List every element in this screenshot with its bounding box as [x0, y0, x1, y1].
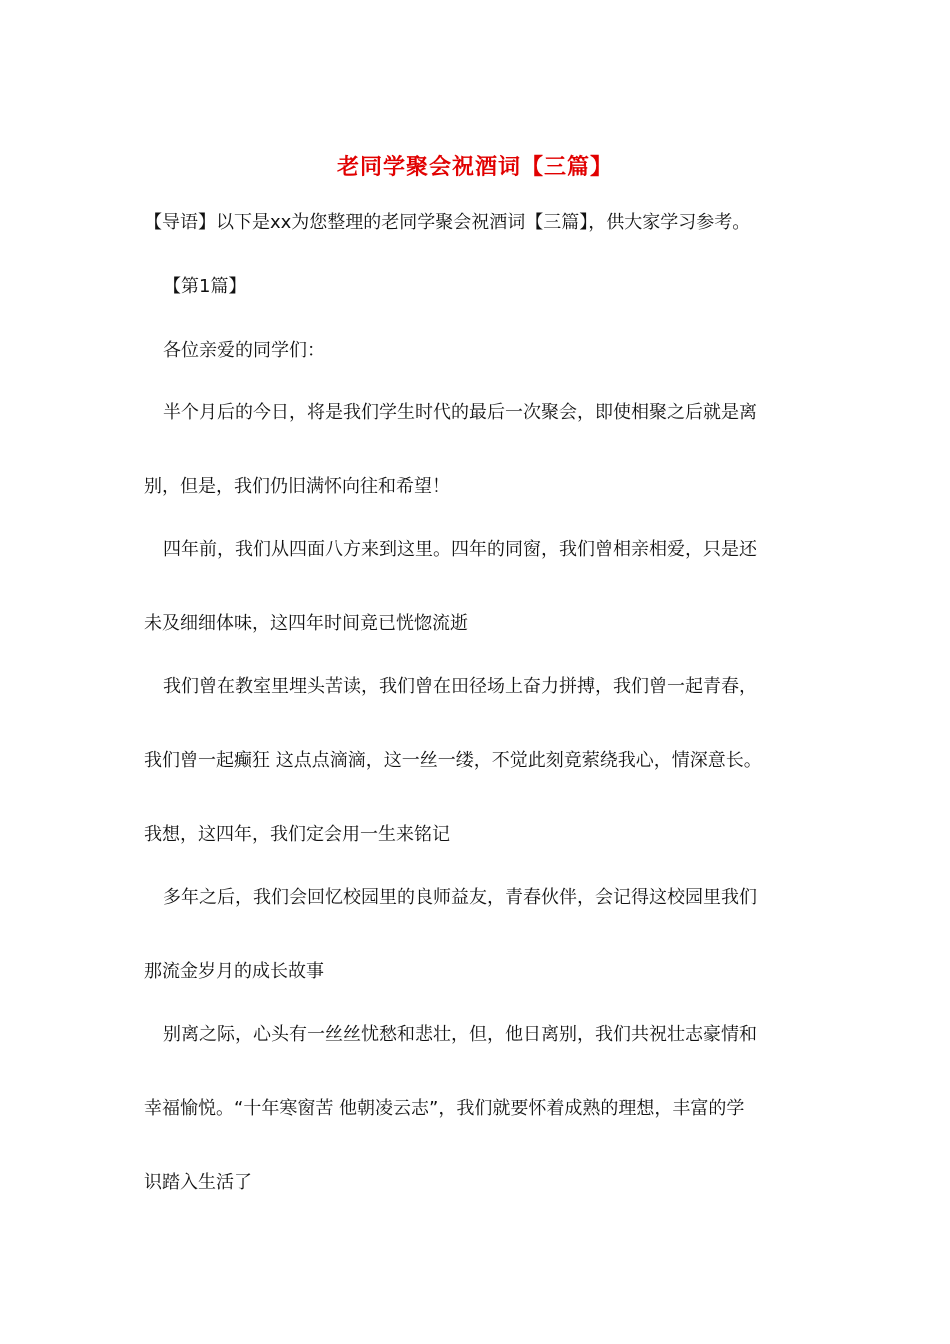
- paragraph-line: 半个月后的今日，将是我们学生时代的最后一次聚会，即使相聚之后就是离: [163, 402, 757, 423]
- paragraph-line: 别离之际，心头有一丝丝忧愁和悲壮，但，他日离别，我们共祝壮志豪情和: [163, 1024, 757, 1045]
- paragraph-line: 未及细细体味，这四年时间竟已恍惚流逝: [144, 613, 468, 634]
- paragraph-line: 多年之后，我们会回忆校园里的良师益友，青春伙伴，会记得这校园里我们: [163, 887, 757, 908]
- intro-paragraph: 【导语】以下是xx为您整理的老同学聚会祝酒词【三篇】，供大家学习参考。: [144, 212, 751, 233]
- paragraph-line: 我们曾一起癫狂 这点点滴滴，这一丝一缕，不觉此刻竟萦绕我心，情深意长。: [144, 750, 762, 771]
- paragraph-line: 别，但是，我们仍旧满怀向往和希望！: [144, 476, 450, 497]
- paragraph-line: 四年前，我们从四面八方来到这里。四年的同窗，我们曾相亲相爱，只是还: [163, 539, 757, 560]
- paragraph-line: 识踏入生活了: [144, 1172, 252, 1193]
- section-heading: 【第1篇】: [163, 276, 247, 297]
- paragraph-line: 我想，这四年，我们定会用一生来铭记: [144, 824, 450, 845]
- document-title: 老同学聚会祝酒词【三篇】: [336, 154, 613, 180]
- salutation-line: 各位亲爱的同学们：: [163, 340, 325, 361]
- paragraph-line: 我们曾在教室里埋头苦读，我们曾在田径场上奋力拼搏，我们曾一起青春，: [163, 676, 757, 697]
- paragraph-line: 幸福愉悦。“十年寒窗苦 他朝凌云志”，我们就要怀着成熟的理想，丰富的学: [144, 1098, 745, 1119]
- paragraph-line: 那流金岁月的成长故事: [144, 961, 324, 982]
